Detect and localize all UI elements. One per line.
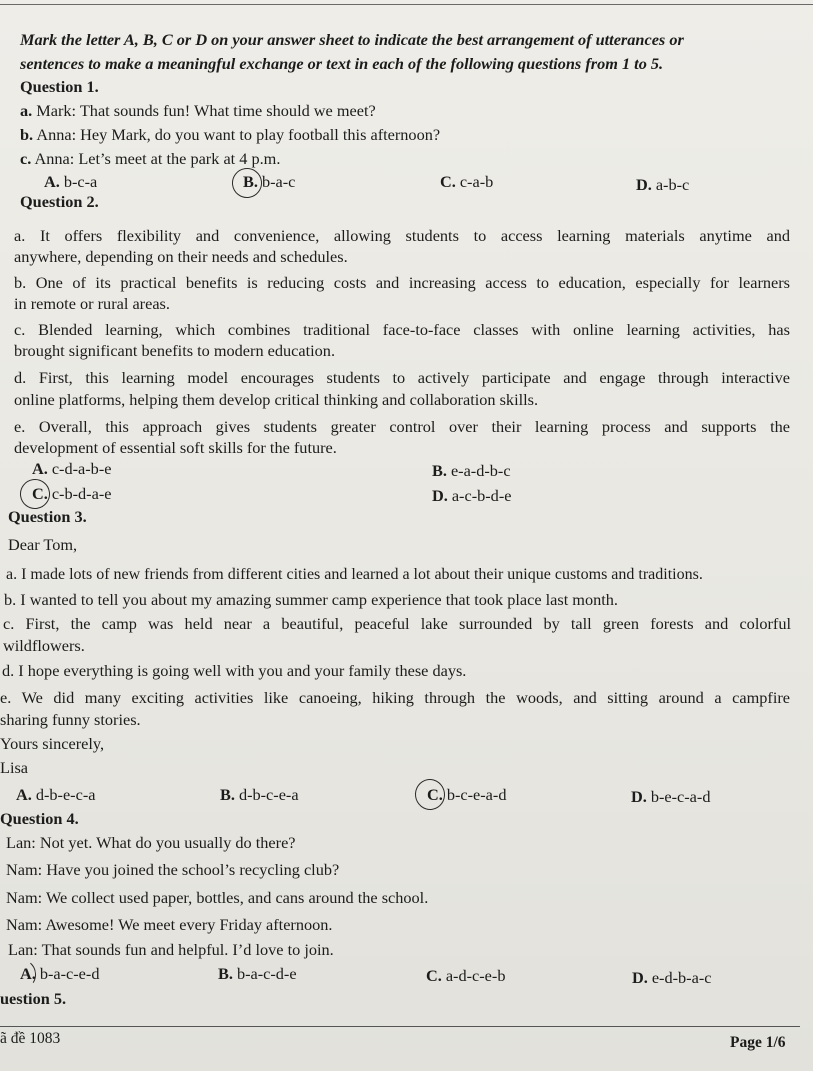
- footer-exam-code: ã đề 1083: [0, 1030, 61, 1047]
- q2-answer-circle: [18, 477, 52, 511]
- q2-line-1: a. It offers flexibility and convenience, allowing students to access learning materials anytime and: [14, 226, 790, 245]
- q1-option-a[interactable]: A. b-c-a: [44, 172, 98, 191]
- q4-option-b[interactable]: B. b-a-c-d-e: [218, 964, 297, 983]
- instructions-line-1: Mark the letter A, B, C or D on your answer sheet to indicate the best arrangement of utterances or: [20, 30, 684, 49]
- q3-greeting: Dear Tom,: [8, 535, 78, 554]
- q2-line-5: c. Blended learning, which combines traditional face-to-face classes with online learning activities, has: [14, 320, 790, 339]
- q2-line-4: in remote or rural areas.: [14, 294, 170, 313]
- q3-option-a[interactable]: A. d-b-e-c-a: [16, 785, 96, 804]
- q4-heading: Question 4.: [0, 809, 79, 828]
- instructions-line-2: sentences to make a meaningful exchange or text in each of the following questions from 1 to 5.: [20, 54, 664, 73]
- q3-closing: Yours sincerely,: [0, 734, 105, 753]
- q2-line-7: d. First, this learning model encourages students to actively participate and engage through interactive: [14, 368, 790, 387]
- q3-option-c[interactable]: C. b-c-e-a-d: [427, 785, 507, 804]
- q4-line-3: Nam: We collect used paper, bottles, and cans around the school.: [6, 888, 429, 907]
- q1-heading: Question 1.: [20, 77, 99, 96]
- q3-line-3: c. First, the camp was held near a beautiful, peaceful lake surrounded by tall green forests and colorful: [3, 614, 791, 633]
- q3-heading: Question 3.: [8, 507, 87, 526]
- q2-line-8: online platforms, helping them develop critical thinking and collaboration skills.: [14, 390, 539, 409]
- q4-line-1: Lan: Not yet. What do you usually do there?: [6, 833, 296, 852]
- q3-option-b[interactable]: B. d-b-c-e-a: [220, 785, 299, 804]
- q2-line-9: e. Overall, this approach gives students greater control over their learning process and supports the: [14, 417, 790, 436]
- q2-option-b[interactable]: B. e-a-d-b-c: [432, 461, 511, 480]
- q2-heading: Question 2.: [20, 192, 99, 211]
- q3-line-2: b. I wanted to tell you about my amazing summer camp experience that took place last month.: [4, 590, 618, 609]
- q2-option-a[interactable]: A. c-d-a-b-e: [32, 459, 112, 478]
- q2-option-d[interactable]: D. a-c-b-d-e: [432, 486, 512, 505]
- q1-option-d[interactable]: D. a-b-c: [636, 175, 690, 194]
- footer-page-number: Page 1/6: [730, 1034, 786, 1051]
- q2-line-2: anywhere, depending on their needs and schedules.: [14, 247, 348, 266]
- q3-signature: Lisa: [0, 758, 29, 777]
- q4-line-4: Nam: Awesome! We meet every Friday afternoon.: [6, 915, 333, 934]
- q1-option-c[interactable]: C. c-a-b: [440, 172, 494, 191]
- q3-line-6: e. We did many exciting activities like canoeing, hiking through the woods, and sitting around a campfire: [0, 688, 790, 707]
- q2-line-10: development of essential soft skills for the future.: [14, 438, 337, 457]
- q1-option-b[interactable]: B. b-a-c: [243, 172, 296, 191]
- q2-option-c[interactable]: C. c-b-d-a-e: [32, 484, 112, 503]
- q5-heading: uestion 5.: [0, 989, 67, 1008]
- q4-option-d[interactable]: D. e-d-b-a-c: [632, 968, 712, 987]
- q4-option-c[interactable]: C. a-d-c-e-b: [426, 966, 506, 985]
- q3-option-d[interactable]: D. b-e-c-a-d: [631, 787, 711, 806]
- q3-line-1: a. I made lots of new friends from different cities and learned a lot about their unique customs and traditions.: [6, 566, 703, 583]
- q1-item-b: b. Anna: Hey Mark, do you want to play football this afternoon?: [20, 125, 441, 144]
- q4-line-5: Lan: That sounds fun and helpful. I’d love to join.: [8, 940, 334, 959]
- q3-line-4: wildflowers.: [3, 636, 85, 655]
- q1-item-a: a. Mark: That sounds fun! What time should we meet?: [20, 101, 376, 120]
- q2-line-3: b. One of its practical benefits is reducing costs and increasing access to education, especially for learners: [14, 273, 790, 292]
- q1-item-c: c. Anna: Let’s meet at the park at 4 p.m.: [20, 149, 281, 168]
- q3-line-7: sharing funny stories.: [0, 710, 141, 729]
- q2-line-6: brought significant benefits to modern education.: [14, 341, 336, 360]
- q4-line-2: Nam: Have you joined the school’s recycling club?: [6, 860, 340, 879]
- top-rule: [0, 4, 813, 5]
- footer-rule: [0, 1026, 800, 1027]
- q3-line-5: d. I hope everything is going well with you and your family these days.: [2, 661, 467, 680]
- q3-answer-circle: [413, 777, 447, 812]
- q4-option-a[interactable]: A. b-a-c-e-d: [20, 964, 100, 983]
